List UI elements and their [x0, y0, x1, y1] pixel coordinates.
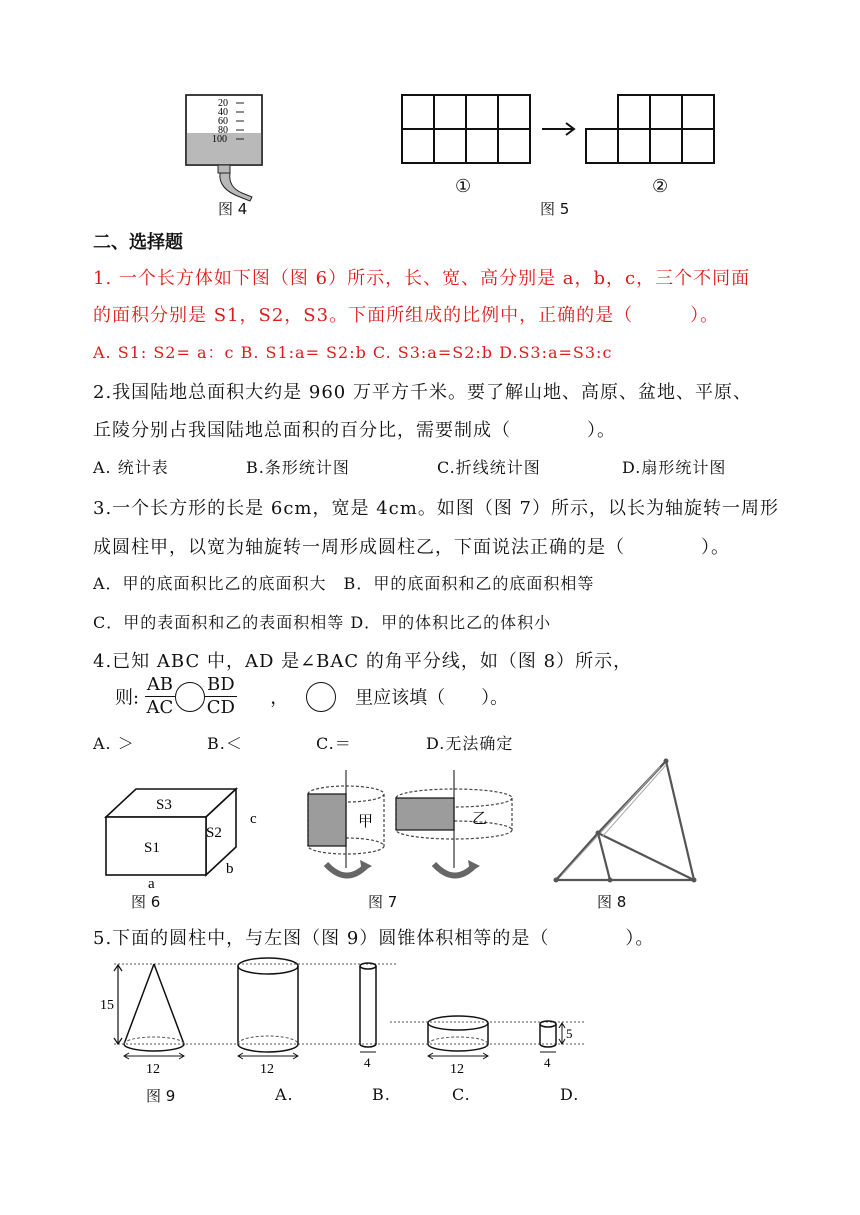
figure-7-caption: 图 7 [368, 893, 398, 911]
blank-circle-reference [306, 682, 336, 712]
figure-5-label-1: ① [455, 176, 472, 197]
figure-6-cuboid [100, 785, 280, 890]
fraction-1-numerator: AB [146, 674, 174, 695]
tick-60: 60 [218, 116, 228, 127]
q2-line-1: 2.我国陆地总面积大约是 960 万平方千米。要了解山地、高原、盆地、平原、 [93, 382, 752, 403]
q3-options-cd: C．甲的表面积和乙的表面积相等 D．甲的体积比乙的体积小 [93, 613, 552, 632]
fraction-ab-ac [145, 674, 175, 719]
figure-8-triangle [548, 755, 708, 885]
figure-4-caption: 图 4 [218, 200, 248, 218]
label-b: b [226, 861, 234, 877]
q2-option-b: B.条形统计图 [246, 458, 350, 477]
fraction-1-denominator: AC [146, 697, 174, 718]
dim-15: 15 [100, 998, 114, 1013]
q4-comma: ， [270, 687, 289, 709]
figure-9-caption: 图 9 [146, 1087, 176, 1105]
q3-line-2: 成圆柱甲，以宽为轴旋转一周形成圆柱乙，下面说法正确的是（ ）。 [93, 537, 730, 558]
label-a: a [148, 876, 155, 890]
q5-option-d: D. [560, 1085, 580, 1104]
blank-circle [175, 682, 205, 712]
figure-5-caption: 图 5 [540, 200, 570, 218]
q2-option-a: A. 统计表 [93, 458, 169, 477]
figure-4-container [180, 93, 270, 203]
label-yi: 乙 [472, 811, 488, 827]
q1-line-2: 的面积分别是 S1，S2，S3。下面所组成的比例中，正确的是（ ）。 [93, 305, 720, 326]
q4-formula [115, 674, 508, 719]
q5-option-a: A. [275, 1085, 294, 1104]
dim-4-d: 4 [544, 1055, 551, 1070]
q4-option-c: C.＝ [316, 734, 352, 753]
figure-7-cylinders [300, 768, 520, 888]
q4-suffix: 里应该填（ ）。 [355, 687, 509, 709]
figure-5-grids [400, 92, 720, 172]
q5-option-b: B. [372, 1085, 391, 1104]
q4-line-1: 4.已知 ABC 中，AD 是∠BAC 的角平分线，如（图 8）所示， [93, 651, 633, 672]
dim-12-c: 12 [450, 1062, 464, 1077]
label-s3: S3 [156, 797, 172, 813]
dim-12-a: 12 [260, 1062, 274, 1077]
section-title: 二、选择题 [93, 232, 183, 253]
q2-option-d: D.扇形统计图 [622, 458, 727, 477]
figure-5-label-2: ② [652, 176, 669, 197]
q5-line-1: 5.下面的圆柱中，与左图（图 9）圆锥体积相等的是（ ）。 [93, 928, 655, 949]
fraction-2-denominator: CD [206, 697, 235, 718]
figure-8-caption: 图 8 [597, 893, 627, 911]
label-s1: S1 [144, 840, 160, 856]
q2-line-2: 丘陵分别占我国陆地总面积的百分比，需要制成（ ）。 [93, 420, 616, 441]
q4-option-b: B.＜ [207, 734, 243, 753]
q4-option-a: A. ＞ [93, 734, 135, 753]
q5-option-c: C. [452, 1085, 471, 1104]
dim-4-b: 4 [364, 1055, 371, 1070]
q4-option-d: D.无法确定 [426, 734, 514, 753]
q4-prefix: 则: [115, 687, 140, 709]
dim-12-cone: 12 [146, 1062, 160, 1077]
fraction-bd-cd [205, 674, 237, 719]
dim-5-d: 5 [566, 1026, 573, 1041]
label-jia: 甲 [358, 814, 374, 830]
tick-100: 100 [212, 134, 227, 145]
q3-line-1: 3.一个长方形的长是 6cm，宽是 4cm。如图（图 7）所示，以长为轴旋转一周形 [93, 498, 779, 519]
tick-20: 20 [218, 98, 228, 109]
tick-40: 40 [218, 107, 228, 118]
figure-9-solids [100, 955, 600, 1080]
q1-line-1: 1. 一个长方体如下图（图 6）所示，长、宽、高分别是 a，b，c，三个不同面 [93, 268, 751, 289]
tick-80: 80 [218, 125, 228, 136]
fraction-2-numerator: BD [207, 674, 235, 695]
label-s2: S2 [206, 825, 222, 841]
q2-option-c: C.折线统计图 [437, 458, 541, 477]
q3-options-ab: A．甲的底面积比乙的底面积大 B．甲的底面积和乙的底面积相等 [93, 574, 595, 593]
label-c: c [250, 811, 257, 827]
q1-options: A. S1: S2= a：c B. S1:a= S2:b C. S3:a=S2:b D.S3:a=S3:c [93, 343, 613, 362]
figure-6-caption: 图 6 [131, 893, 161, 911]
